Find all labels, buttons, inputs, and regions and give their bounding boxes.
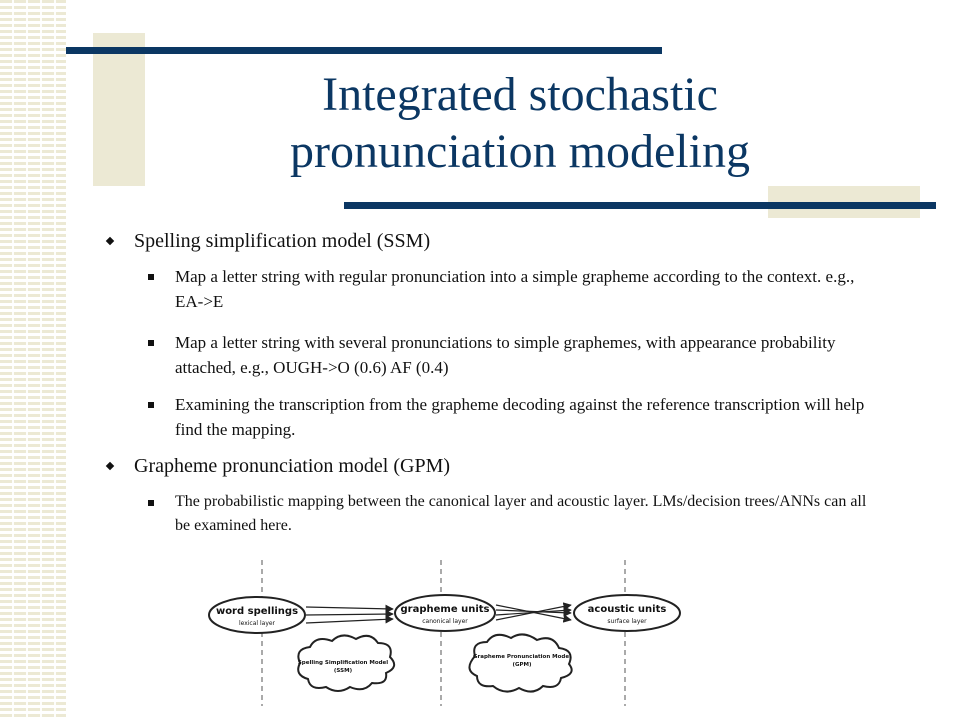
node-sublabel: surface layer: [607, 618, 647, 625]
cloud-gpm: [469, 634, 571, 691]
square-bullet-icon: [148, 340, 154, 346]
cloud-label: Spelling Simplification Model: [297, 660, 389, 666]
node-acoustic-units: [574, 595, 680, 631]
slide-title: Integrated stochastic pronunciation modeling: [290, 68, 750, 178]
square-bullet-icon: [148, 274, 154, 280]
ssm-arrows: [306, 607, 393, 623]
diamond-bullet-icon: [106, 237, 114, 245]
square-bullet-icon: [148, 402, 154, 408]
sub-bullet-text: Examining the transcription from the grapheme decoding against the reference transcription will help find the mapping.: [175, 395, 865, 439]
cloud-sublabel: (SSM): [333, 668, 353, 674]
bullet-text: Spelling simplification model (SSM): [134, 230, 431, 252]
node-label: acoustic units: [587, 604, 667, 615]
square-bullet-icon: [148, 500, 154, 506]
node-sublabel: canonical layer: [422, 618, 468, 625]
node-label: grapheme units: [400, 604, 490, 615]
pronunciation-model-diagram: [200, 558, 700, 708]
node-word-spellings: [209, 597, 305, 633]
sub-bullet-text: Map a letter string with regular pronunciation into a simple grapheme according to the context. e.g., EA->E: [175, 267, 855, 311]
node-grapheme-units: [395, 595, 495, 631]
sub-bullet-text: The probabilistic mapping between the canonical layer and acoustic layer. LMs/decision trees/ANNs can all be examined here.: [175, 493, 867, 534]
cloud-sublabel: (GPM): [512, 662, 532, 668]
node-sublabel: lexical layer: [238, 620, 276, 627]
cloud-label: Grapheme Pronunciation Model: [473, 654, 571, 660]
bullet-text: Grapheme pronunciation model (GPM): [134, 455, 451, 477]
node-label: word spellings: [215, 606, 299, 617]
diamond-bullet-icon: [106, 462, 114, 470]
sub-bullet-text: Map a letter string with several pronunciations to simple graphemes, with appearance probability attached, e.g., OUGH->O (0.6) AF (0.4): [175, 333, 836, 377]
cloud-ssm: [298, 635, 394, 691]
gpm-arrows: [496, 605, 571, 620]
